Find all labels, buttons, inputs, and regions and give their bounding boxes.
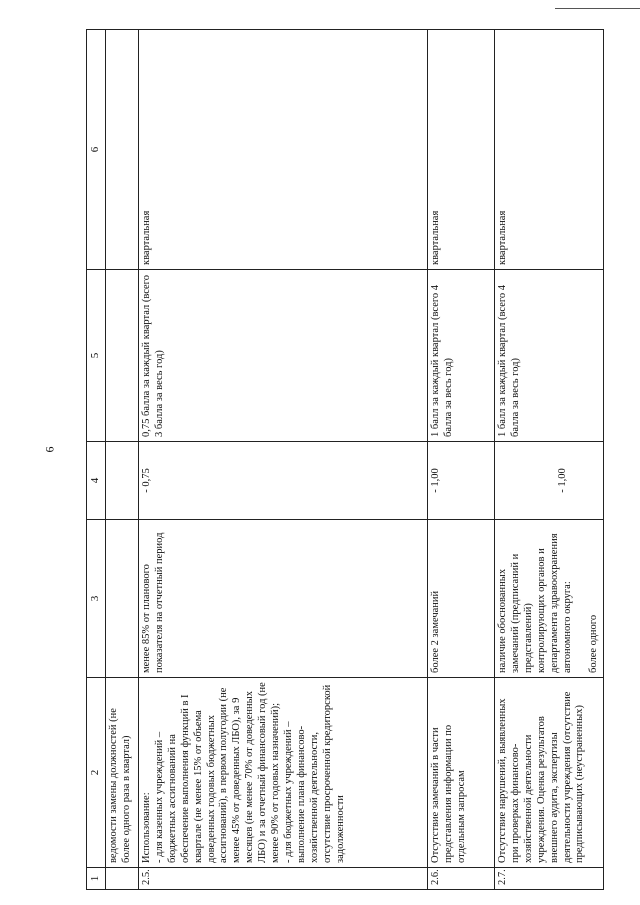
score-description: 1 балл за каждый квартал (всего 4 балла за весь год) xyxy=(495,270,604,442)
condition-text: наличие обоснованных замечаний (предписаний и представлений) контролирующих органов и департамента здравоохранения автономного округа: xyxy=(497,533,573,673)
condition-cell xyxy=(495,520,604,678)
continued-criterion: ведомости замены должностей (не более одного раза в квартал) xyxy=(106,678,139,868)
header-row xyxy=(87,30,106,890)
header-cell-5: 5 xyxy=(87,270,106,442)
row-number: 2.6. xyxy=(428,868,495,890)
periodicity: квартальная xyxy=(428,30,495,270)
header-cell-1: 1 xyxy=(87,868,106,890)
top-rule xyxy=(555,8,640,9)
criterion-text: Отсутствие нарушений, выявленных при проверках финансово-хозяйственной деятельности учреждения. Оценка результатов внешнего аудита, экспертизы деятельности учреждения (отсутствие предписывающих (неустраненных) xyxy=(495,678,604,868)
row-number: 2.7. xyxy=(495,868,604,890)
row-number: 2.5. xyxy=(139,868,428,890)
score-value: - 0,75 xyxy=(139,442,428,520)
condition-text: менее 85% от планового показателя на отчетный период xyxy=(139,520,428,678)
condition-text: более 2 замечаний xyxy=(428,520,495,678)
score-value: - 1,00 xyxy=(428,442,495,520)
rotated-table-page xyxy=(86,30,606,890)
score-value: - 1,00 xyxy=(557,468,568,493)
page-number: 6 xyxy=(42,446,57,453)
criterion-text: Использование: - для казенных учреждений – бюджетных ассигнований на обеспечение выполнения функций в I квартале (не менее 15% от объема доведенных годовых бюджетных ассигнований), в первом полугодии (не менее 45% от доведенных ЛБО), за 9 месяцев (не менее 70% от доведенных ЛБО) и за отчетный финансовый год (не менее 90% от годовых назначений); - для бюджетных учреждений – выполнение плана финансово-хозяйственной деятельности, отсутствие просроченной кредиторской задолженности xyxy=(139,678,428,868)
condition-subtext: более одного xyxy=(588,614,600,673)
header-cell-4: 4 xyxy=(87,442,106,520)
table-row xyxy=(495,30,604,890)
criterion-text: Отсутствие замечаний в части представления информации по отдельным запросам xyxy=(428,678,495,868)
header-cell-6: 6 xyxy=(87,30,106,270)
table-row xyxy=(106,30,139,890)
header-cell-3: 3 xyxy=(87,520,106,678)
score-description: 1 балл за каждый квартал (всего 4 балла за весь год) xyxy=(428,270,495,442)
criteria-table xyxy=(86,29,604,890)
score-description: 0,75 балла за каждый квартал (всего 3 балла за весь год) xyxy=(139,270,428,442)
score-cell xyxy=(495,442,604,520)
table-row xyxy=(139,30,428,890)
periodicity: квартальная xyxy=(139,30,428,270)
table-row xyxy=(428,30,495,890)
header-cell-2: 2 xyxy=(87,678,106,868)
periodicity: квартальная xyxy=(495,30,604,270)
